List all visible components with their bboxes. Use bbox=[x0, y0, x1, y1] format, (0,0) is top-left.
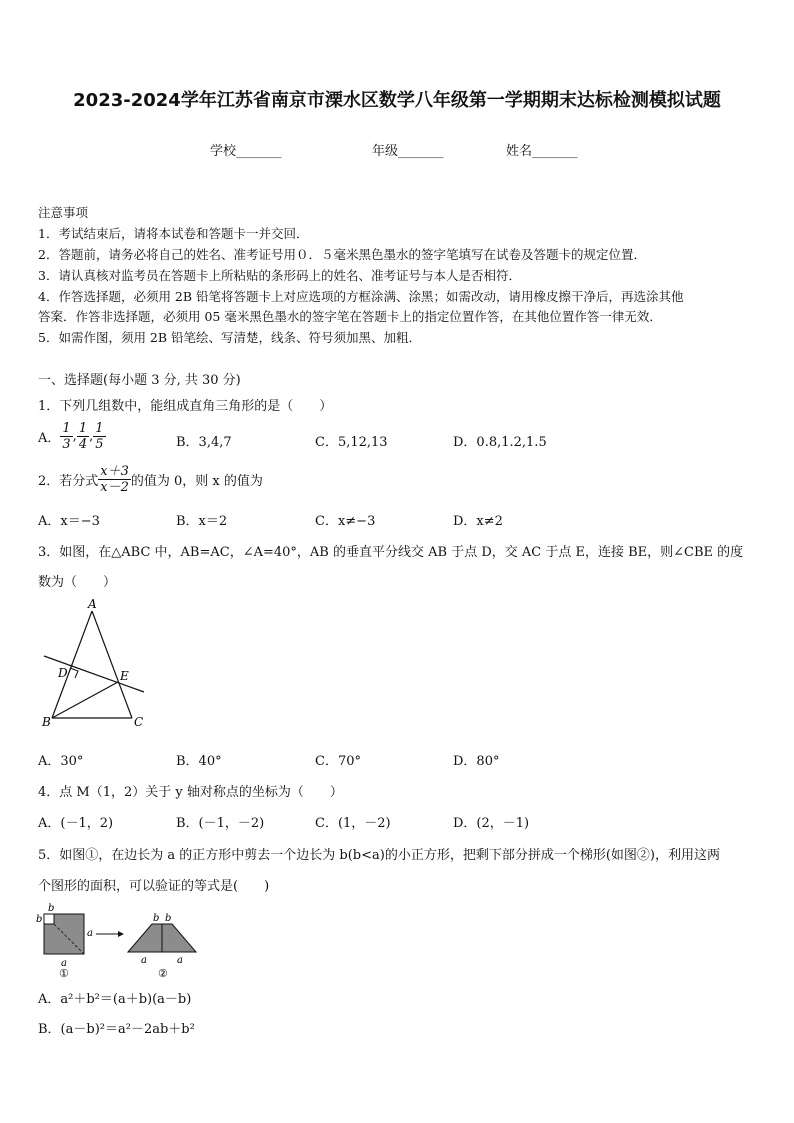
fraction-numerator: 1 bbox=[62, 421, 71, 436]
figure-2-label: ② bbox=[158, 967, 168, 978]
notice-item: 1．考试结束后，请将本试卷和答题卡一并交回． bbox=[38, 226, 309, 241]
question-3-option-c: C．70° bbox=[315, 754, 361, 769]
fraction-numerator: 1 bbox=[95, 421, 104, 436]
side-a-label-bottom: a bbox=[61, 958, 67, 969]
question-2-option-b: B．x＝2 bbox=[176, 514, 228, 529]
segment-be bbox=[52, 682, 118, 718]
point-d-label: D bbox=[58, 666, 68, 680]
notice-item: 2．答题前，请务必将自己的姓名、准考证号用０．５毫米黑色墨水的签字笔填写在试卷及答题卡的规定位置． bbox=[38, 247, 646, 262]
fraction bbox=[93, 421, 105, 452]
question-1-stem: 1．下列几组数中，能组成直角三角形的是（ ） bbox=[38, 399, 333, 414]
question-4-stem: 4．点 M（1，2）关于 y 轴对称点的坐标为（ ） bbox=[38, 785, 343, 800]
name-field: 姓名_______ bbox=[506, 144, 578, 159]
side-b-label-left: b bbox=[36, 914, 43, 925]
notice-item: 4．作答选择题，必须用 2B 铅笔将答题卡上对应选项的方框涂满、涂黑；如需改动，请用橡皮擦干净后，再选涂其他 bbox=[38, 289, 684, 304]
vertex-b-label: B bbox=[42, 715, 51, 729]
question-5-stem-line2: 个图形的面积，可以验证的等式是( ) bbox=[38, 879, 270, 894]
notice-heading: 注意事项 bbox=[38, 205, 89, 220]
question-1-option-c: C．5,12,13 bbox=[315, 435, 388, 450]
grade-field: 年级_______ bbox=[372, 144, 444, 159]
trap-b-label-1: b bbox=[153, 913, 160, 924]
fraction-numerator: 1 bbox=[78, 421, 88, 436]
fraction-denominator: 4 bbox=[78, 437, 88, 452]
notice-item: 5．如需作图，须用 2B 铅笔绘、写清楚，线条、符号须加黑、加粗． bbox=[38, 330, 422, 345]
trap-a-label-1: a bbox=[141, 955, 147, 966]
triangle-figure bbox=[38, 596, 153, 731]
notice-item: 3．请认真核对监考员在答题卡上所粘贴的条形码上的姓名、准考证号与本人是否相符． bbox=[38, 268, 521, 283]
fraction-numerator: x＋3 bbox=[100, 464, 129, 479]
question-2-prefix: 2．若分式 bbox=[38, 474, 99, 489]
fraction bbox=[60, 421, 72, 452]
side-b-label-top: b bbox=[48, 903, 55, 914]
question-1-option-b: B．3,4,7 bbox=[176, 435, 232, 450]
arrow-head-icon bbox=[118, 931, 124, 937]
square-trapezoid-figure bbox=[34, 900, 214, 978]
fraction bbox=[98, 464, 131, 495]
question-3-stem-line2: 数为（ ） bbox=[38, 575, 117, 590]
fraction-denominator: 3 bbox=[62, 437, 71, 452]
question-4-option-b: B．(－1，－2) bbox=[176, 816, 265, 831]
question-4-option-d: D．(2，－1) bbox=[453, 816, 530, 831]
question-1-option-d: D．0.8,1.2,1.5 bbox=[453, 435, 547, 450]
page-title: 2023-2024学年江苏省南京市溧水区数学八年级第一学期期末达标检测模拟试题 bbox=[73, 90, 721, 111]
question-1-option-a: A． $\frac{1}{3}$ , $\frac{1}{4}$ , $\frac{1}{5}$ bbox=[38, 421, 104, 452]
figure-1-label: ① bbox=[59, 967, 69, 978]
question-3-option-d: D．80° bbox=[453, 754, 500, 769]
fraction-denominator: 5 bbox=[95, 437, 104, 452]
question-2-suffix: 的值为 0，则 x 的值为 bbox=[130, 474, 263, 489]
question-5-option-a: A．a²＋b²＝(a＋b)(a－b) bbox=[38, 992, 192, 1007]
section-heading: 一、选择题(每小题 3 分, 共 30 分) bbox=[38, 373, 241, 388]
question-4-option-c: C．(1，－2) bbox=[315, 816, 391, 831]
vertex-c-label: C bbox=[134, 715, 144, 729]
cut-small-square bbox=[44, 914, 54, 924]
question-5-stem-line1: 5．如图①，在边长为 a 的正方形中剪去一个边长为 b(b<a)的小正方形，把剩下部分拼成一个梯形(如图②)，利用这两 bbox=[38, 848, 720, 863]
question-2-stem bbox=[38, 464, 263, 495]
fraction bbox=[77, 421, 89, 452]
question-2-option-c: C．x≠−3 bbox=[315, 514, 376, 529]
question-3-option-b: B．40° bbox=[176, 754, 222, 769]
fraction-denominator: x－2 bbox=[100, 480, 129, 495]
trap-a-label-2: a bbox=[177, 955, 183, 966]
point-e-label: E bbox=[120, 669, 129, 683]
question-2-option-a: A．x＝−3 bbox=[38, 514, 100, 529]
question-5-option-b: B．(a－b)²＝a²－2ab＋b² bbox=[38, 1022, 195, 1037]
side-ac bbox=[92, 611, 132, 718]
side-ab bbox=[52, 611, 92, 718]
question-2-option-d: D．x≠2 bbox=[453, 514, 503, 529]
question-3-stem-line1: 3．如图，在△ABC 中，AB=AC，∠A=40°，AB 的垂直平分线交 AB 于点 D，交 AC 于点 E，连接 BE，则∠CBE 的度 bbox=[38, 545, 744, 560]
trap-b-label-2: b bbox=[165, 913, 172, 924]
vertex-a-label: A bbox=[88, 597, 97, 611]
side-a-label-right: a bbox=[87, 928, 93, 939]
question-4-option-a: A．(－1，2) bbox=[38, 816, 114, 831]
option-label: A． bbox=[38, 431, 61, 446]
right-angle-mark bbox=[70, 668, 78, 678]
notice-item: 答案．作答非选择题，必须用 05 毫米黑色墨水的签字笔在答题卡上的指定位置作答，在其他位置作答一律无效． bbox=[38, 309, 662, 324]
school-field: 学校_______ bbox=[210, 144, 282, 159]
question-3-option-a: A．30° bbox=[38, 754, 84, 769]
